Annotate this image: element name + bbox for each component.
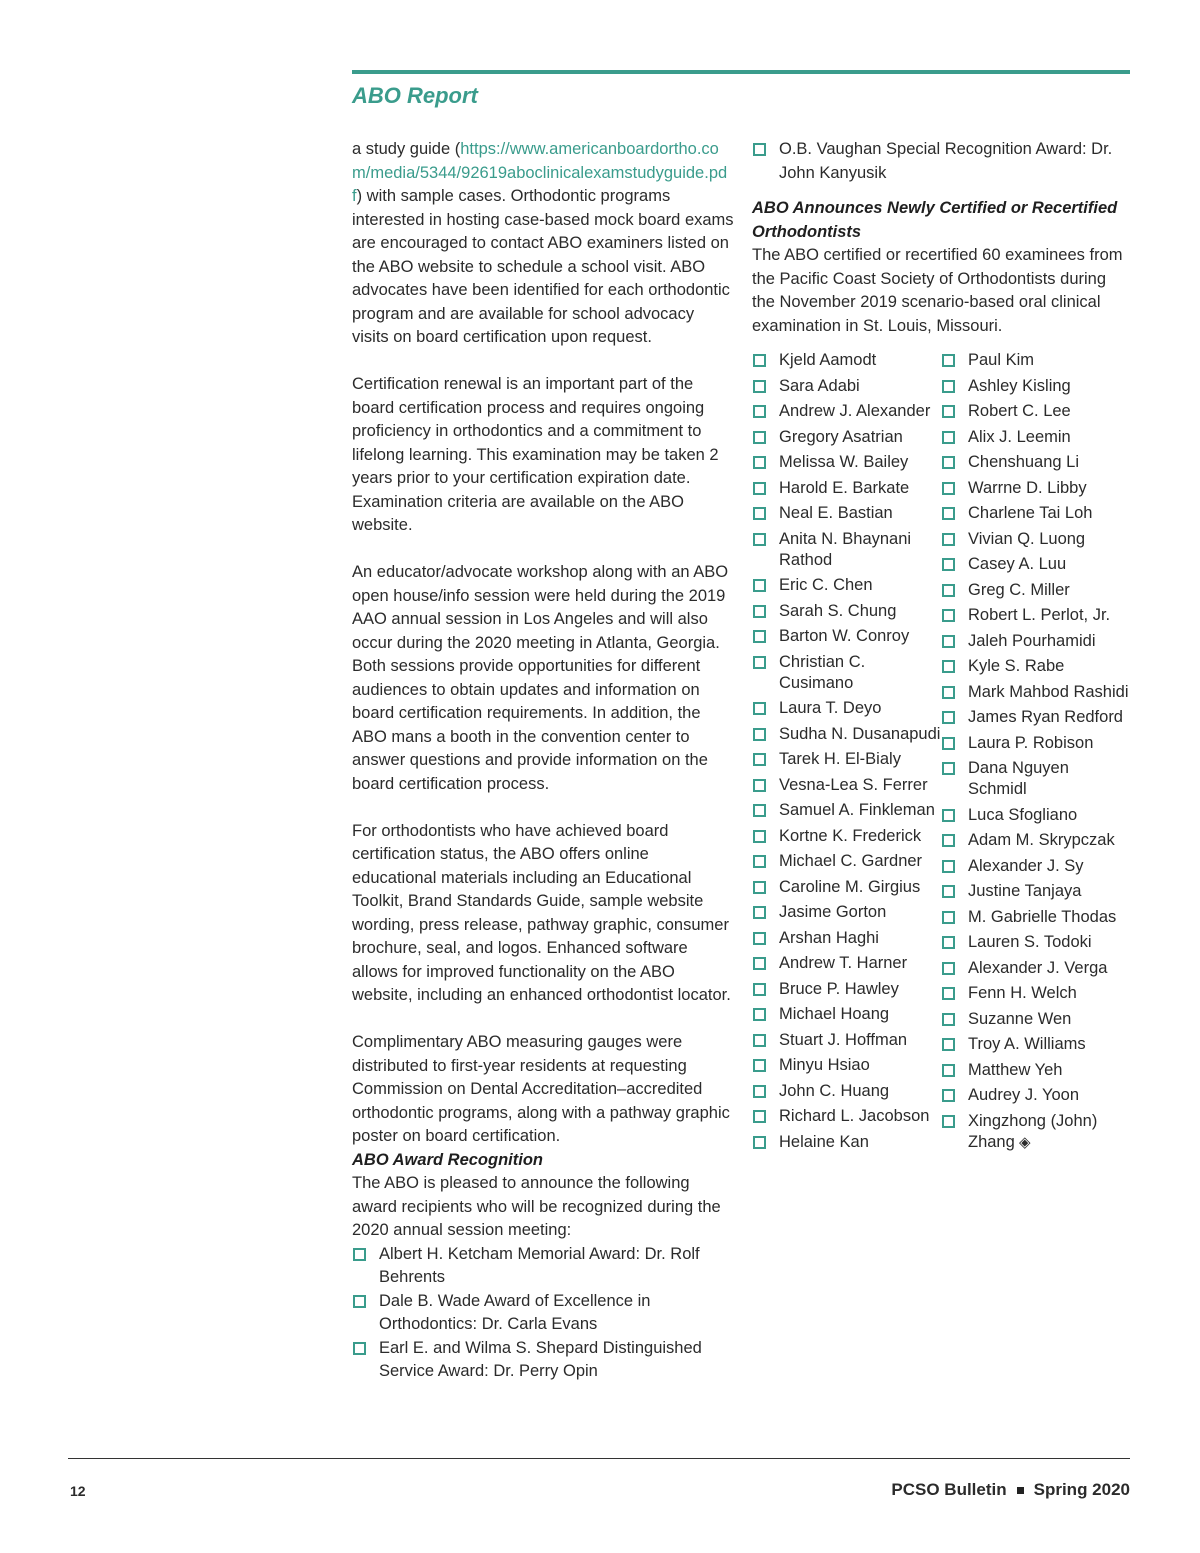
name-list-item	[752, 979, 941, 1000]
checkbox-bullet-icon	[753, 630, 766, 643]
footer-publication	[891, 1480, 1130, 1500]
name-list-item	[752, 401, 941, 422]
examinee-name: Helaine Kan	[779, 1132, 869, 1151]
examinee-name: Barton W. Conroy	[779, 627, 910, 645]
examinee-name: Kyle S. Rabe	[968, 657, 1065, 675]
checkbox-bullet-icon	[753, 1059, 766, 1072]
checkbox-bullet-icon	[942, 1064, 955, 1077]
examinee-name: Christian C. Cusimano	[779, 652, 866, 692]
examinee-name: Charlene Tai Loh	[968, 504, 1093, 522]
name-list-item	[752, 877, 941, 898]
awards-list	[352, 1243, 734, 1384]
paragraph-workshop: An educator/advocate workshop along with an ABO open house/info session were held during the 2019 AAO annual session in Los Angeles and will also occur during the 2020 meeting in Atlanta, Georgia. Both sessions provide opportunities for different audiences to obtain updates and information on board certification requirements. In addition, the ABO mans a booth in the convention center to answer questions and provide information on the board certification process.	[352, 563, 729, 793]
name-list-item	[941, 983, 1130, 1004]
award-text: Earl E. and Wilma S. Shepard Distinguished Service Award: Dr. Perry Opin	[379, 1338, 702, 1380]
checkbox-bullet-icon	[753, 482, 766, 495]
certified-names	[752, 350, 1130, 1157]
checkbox-bullet-icon	[753, 507, 766, 520]
checkbox-bullet-icon	[753, 1034, 766, 1047]
examinee-name: Sara Adabi	[779, 376, 860, 395]
name-list-item	[941, 503, 1130, 524]
name-list-item	[752, 1106, 941, 1127]
examinee-name: Melissa W. Bailey	[779, 453, 909, 471]
examinee-name: Caroline M. Girgius	[779, 877, 921, 896]
checkbox-bullet-icon	[942, 711, 955, 724]
checkbox-bullet-icon	[753, 533, 766, 546]
awards-list-continued	[752, 138, 1130, 185]
examinee-name: Ashley Kisling	[968, 376, 1071, 395]
left-column	[352, 138, 734, 1384]
checkbox-bullet-icon	[753, 957, 766, 970]
names-column-2	[941, 350, 1130, 1157]
examinee-name: M. Gabrielle Thodas	[968, 907, 1117, 926]
checkbox-bullet-icon	[942, 635, 955, 648]
checkbox-bullet-icon	[753, 380, 766, 393]
name-list-item	[941, 1111, 1130, 1153]
checkbox-bullet-icon	[753, 728, 766, 741]
publication-name: PCSO Bulletin	[891, 1480, 1007, 1499]
examinee-name: Matthew Yeh	[968, 1060, 1063, 1079]
name-list-item	[752, 503, 941, 524]
text-segment: ) with sample cases. Orthodontic programs interested in hosting case-based mock board exams are encouraged to contact ABO examiners listed on the ABO website to schedule a school visit. ABO advocates have been identified for each orthodontic program and are available for school advocacy visits on board certification upon request.	[352, 187, 734, 346]
examinee-name: Adam M. Skrypczak	[968, 831, 1115, 849]
right-column	[752, 138, 1130, 1157]
name-list-item	[752, 851, 941, 872]
text-segment: a study guide (	[352, 140, 461, 158]
name-list-item	[752, 1030, 941, 1051]
examinee-name: Jasime Gorton	[779, 903, 887, 921]
checkbox-bullet-icon	[753, 1110, 766, 1123]
name-list-item	[941, 554, 1130, 575]
examinee-name: Jaleh Pourhamidi	[968, 631, 1096, 650]
name-list-item	[941, 605, 1130, 626]
section-title: ABO Report	[352, 83, 478, 108]
examinee-name: Troy A. Williams	[968, 1035, 1086, 1053]
name-list-item	[941, 958, 1130, 979]
name-list-item	[752, 928, 941, 949]
name-list-item	[752, 452, 941, 473]
checkbox-bullet-icon	[753, 1136, 766, 1149]
name-list-item	[941, 427, 1130, 448]
name-list-item	[941, 830, 1130, 851]
name-list-item	[752, 601, 941, 622]
checkbox-bullet-icon	[942, 660, 955, 673]
examinee-name: Alexander J. Verga	[968, 958, 1108, 977]
name-list-item	[941, 758, 1130, 800]
checkbox-bullet-icon	[753, 753, 766, 766]
examinee-name: Eric C. Chen	[779, 576, 873, 594]
checkbox-bullet-icon	[753, 456, 766, 469]
checkbox-bullet-icon	[753, 855, 766, 868]
checkbox-bullet-icon	[942, 558, 955, 571]
name-list-item	[752, 350, 941, 371]
checkbox-bullet-icon	[753, 143, 766, 156]
checkbox-bullet-icon	[753, 405, 766, 418]
examinee-name: Michael C. Gardner	[779, 852, 923, 870]
name-list-item	[941, 707, 1130, 728]
examinee-name: James Ryan Redford	[968, 708, 1123, 726]
name-list-item	[752, 749, 941, 770]
checkbox-bullet-icon	[942, 380, 955, 393]
checkbox-bullet-icon	[753, 830, 766, 843]
checkbox-bullet-icon	[942, 1013, 955, 1026]
checkbox-bullet-icon	[942, 987, 955, 1000]
checkbox-bullet-icon	[942, 431, 955, 444]
examinee-name: Fenn H. Welch	[968, 984, 1077, 1002]
checkbox-bullet-icon	[942, 354, 955, 367]
name-list-item	[752, 826, 941, 847]
name-list-item	[752, 800, 941, 821]
examinee-name: Greg C. Miller	[968, 580, 1070, 599]
examinee-name: Luca Sfogliano	[968, 805, 1078, 824]
end-of-article-icon: ◈	[1014, 1133, 1031, 1151]
issue-date: Spring 2020	[1033, 1480, 1130, 1499]
certified-heading: ABO Announces Newly Certified or Recertified Orthodontists	[752, 199, 1118, 241]
paragraph-measuring-gauges: Complimentary ABO measuring gauges were distributed to first-year residents at requesting Commission on Dental Accreditation–accredited orthodontic programs, along with a pathway graphic poster on board certification.	[352, 1033, 730, 1145]
examinee-name: Chenshuang Li	[968, 453, 1080, 471]
checkbox-bullet-icon	[753, 354, 766, 367]
checkbox-bullet-icon	[942, 686, 955, 699]
checkbox-bullet-icon	[753, 579, 766, 592]
examinee-name: Suzanne Wen	[968, 1009, 1072, 1028]
checkbox-bullet-icon	[753, 702, 766, 715]
study-guide-link[interactable]: https://www.americanboardortho.com/media/5344/92619aboclinicalexamstudyguide.pdf	[352, 140, 728, 205]
examinee-name: Laura T. Deyo	[779, 699, 882, 717]
name-list-item	[752, 953, 941, 974]
examinee-name: Andrew T. Harner	[779, 954, 908, 972]
name-list-item	[941, 805, 1130, 826]
name-list-item	[941, 580, 1130, 601]
separator-square-icon	[1017, 1487, 1024, 1494]
checkbox-bullet-icon	[942, 507, 955, 520]
checkbox-bullet-icon	[753, 983, 766, 996]
list-item	[352, 1337, 734, 1384]
name-list-item	[941, 1034, 1130, 1055]
award-recognition-heading: ABO Award Recognition	[352, 1150, 543, 1169]
checkbox-bullet-icon	[942, 762, 955, 775]
name-list-item	[752, 775, 941, 796]
examinee-name: Paul Kim	[968, 351, 1035, 369]
checkbox-bullet-icon	[942, 962, 955, 975]
examinee-name: Kjeld Aamodt	[779, 351, 877, 369]
checkbox-bullet-icon	[942, 482, 955, 495]
checkbox-bullet-icon	[942, 609, 955, 622]
paragraph-online-materials: For orthodontists who have achieved board certification status, the ABO offers online educational materials including an Educational Toolkit, Brand Standards Guide, sample website wording, press release, pathway graphic, consumer brochure, seal, and logos. Enhanced software allows for improved functionality on the ABO website, including an enhanced orthodontist locator.	[352, 821, 731, 1004]
name-list-item	[941, 733, 1130, 754]
names-list-1	[752, 350, 941, 1153]
name-list-item	[941, 350, 1130, 371]
checkbox-bullet-icon	[942, 911, 955, 924]
examinee-name: Vesna-Lea S. Ferrer	[779, 775, 928, 794]
name-list-item	[752, 1081, 941, 1102]
page-number: 12	[70, 1483, 86, 1499]
name-list-item	[752, 902, 941, 923]
names-list-2	[941, 350, 1130, 1153]
name-list-item	[941, 529, 1130, 550]
name-list-item	[752, 427, 941, 448]
names-column-1	[752, 350, 941, 1157]
checkbox-bullet-icon	[942, 456, 955, 469]
examinee-name: Kortne K. Frederick	[779, 826, 922, 845]
name-list-item	[941, 682, 1130, 703]
name-list-item	[752, 478, 941, 499]
examinee-name: Bruce P. Hawley	[779, 979, 899, 998]
name-list-item	[752, 529, 941, 571]
name-list-item	[941, 376, 1130, 397]
examinee-name: Mark Mahbod Rashidi	[968, 682, 1129, 701]
award-text: Albert H. Ketcham Memorial Award: Dr. Rolf Behrents	[379, 1244, 700, 1286]
name-list-item	[941, 452, 1130, 473]
examinee-name: Alexander J. Sy	[968, 856, 1084, 875]
checkbox-bullet-icon	[753, 906, 766, 919]
examinee-name: Audrey J. Yoon	[968, 1086, 1080, 1104]
checkbox-bullet-icon	[942, 737, 955, 750]
checkbox-bullet-icon	[942, 834, 955, 847]
checkbox-bullet-icon	[942, 405, 955, 418]
examinee-name: Warrne D. Libby	[968, 478, 1087, 497]
name-list-item	[941, 856, 1130, 877]
checkbox-bullet-icon	[942, 885, 955, 898]
name-list-item	[752, 376, 941, 397]
checkbox-bullet-icon	[942, 1089, 955, 1102]
checkbox-bullet-icon	[942, 1115, 955, 1128]
examinee-name: Tarek H. El-Bialy	[779, 750, 901, 768]
header-rule	[352, 70, 1130, 74]
examinee-name: Robert L. Perlot, Jr.	[968, 606, 1111, 624]
name-list-item	[752, 1055, 941, 1076]
examinee-name: Minyu Hsiao	[779, 1056, 870, 1074]
examinee-name: Lauren S. Todoki	[968, 933, 1092, 951]
award-text: O.B. Vaughan Special Recognition Award: Dr. John Kanyusik	[779, 140, 1113, 182]
checkbox-bullet-icon	[753, 656, 766, 669]
examinee-name: Casey A. Luu	[968, 555, 1067, 573]
name-list-item	[752, 1132, 941, 1153]
name-list-item	[752, 626, 941, 647]
name-list-item	[752, 698, 941, 719]
name-list-item	[941, 401, 1130, 422]
checkbox-bullet-icon	[353, 1248, 366, 1261]
name-list-item	[941, 631, 1130, 652]
list-item	[752, 138, 1130, 185]
checkbox-bullet-icon	[942, 809, 955, 822]
list-item	[352, 1290, 734, 1337]
name-list-item	[752, 575, 941, 596]
name-list-item	[752, 724, 941, 745]
examinee-name: Alix J. Leemin	[968, 427, 1071, 446]
checkbox-bullet-icon	[753, 1085, 766, 1098]
checkbox-bullet-icon	[353, 1342, 366, 1355]
paragraph-certification-renewal: Certification renewal is an important part of the board certification process and requires ongoing proficiency in orthodontics and a commitment to lifelong learning. This examination may be taken 2 years prior to your certification expiration date. Examination criteria are available on the ABO website.	[352, 375, 719, 534]
checkbox-bullet-icon	[753, 932, 766, 945]
examinee-name: Sudha N. Dusanapudi	[779, 724, 941, 743]
examinee-name: Arshan Haghi	[779, 928, 879, 947]
name-list-item	[941, 1009, 1130, 1030]
checkbox-bullet-icon	[942, 584, 955, 597]
checkbox-bullet-icon	[353, 1295, 366, 1308]
examinee-name: Neal E. Bastian	[779, 504, 893, 522]
award-intro: The ABO is pleased to announce the following award recipients who will be recognized during the 2020 annual session meeting:	[352, 1174, 721, 1239]
examinee-name: Richard L. Jacobson	[779, 1107, 930, 1125]
checkbox-bullet-icon	[753, 804, 766, 817]
examinee-name: Vivian Q. Luong	[968, 529, 1086, 548]
examinee-name: Dana Nguyen Schmidl	[968, 759, 1069, 798]
list-item	[352, 1243, 734, 1290]
certified-intro: The ABO certified or recertified 60 examinees from the Pacific Coast Society of Orthodontists during the November 2019 scenario-based oral clinical examination in St. Louis, Missouri.	[752, 246, 1123, 335]
examinee-name: Michael Hoang	[779, 1005, 890, 1023]
examinee-name: Stuart J. Hoffman	[779, 1030, 908, 1049]
examinee-name: Sarah S. Chung	[779, 601, 897, 620]
examinee-name: Justine Tanjaya	[968, 882, 1082, 900]
checkbox-bullet-icon	[942, 533, 955, 546]
paragraph-study-guide	[352, 138, 734, 350]
examinee-name: John C. Huang	[779, 1081, 890, 1100]
checkbox-bullet-icon	[942, 936, 955, 949]
name-list-item	[752, 1004, 941, 1025]
examinee-name: Harold E. Barkate	[779, 478, 910, 497]
examinee-name: Andrew J. Alexander	[779, 402, 931, 420]
name-list-item	[941, 932, 1130, 953]
checkbox-bullet-icon	[753, 605, 766, 618]
examinee-name: Laura P. Robison	[968, 733, 1094, 752]
name-list-item	[941, 907, 1130, 928]
name-list-item	[941, 881, 1130, 902]
name-list-item	[752, 652, 941, 694]
checkbox-bullet-icon	[753, 1008, 766, 1021]
checkbox-bullet-icon	[942, 1038, 955, 1051]
name-list-item	[941, 1060, 1130, 1081]
award-text: Dale B. Wade Award of Excellence in Orthodontics: Dr. Carla Evans	[379, 1291, 651, 1333]
name-list-item	[941, 1085, 1130, 1106]
footer-rule	[68, 1458, 1130, 1459]
examinee-name: Samuel A. Finkleman	[779, 801, 935, 819]
name-list-item	[941, 478, 1130, 499]
checkbox-bullet-icon	[753, 881, 766, 894]
name-list-item	[941, 656, 1130, 677]
examinee-name: Xingzhong (John) Zhang	[968, 1111, 1098, 1151]
examinee-name: Anita N. Bhaynani Rathod	[779, 529, 912, 569]
examinee-name: Gregory Asatrian	[779, 427, 903, 446]
checkbox-bullet-icon	[753, 779, 766, 792]
checkbox-bullet-icon	[942, 860, 955, 873]
examinee-name: Robert C. Lee	[968, 402, 1071, 420]
checkbox-bullet-icon	[753, 431, 766, 444]
